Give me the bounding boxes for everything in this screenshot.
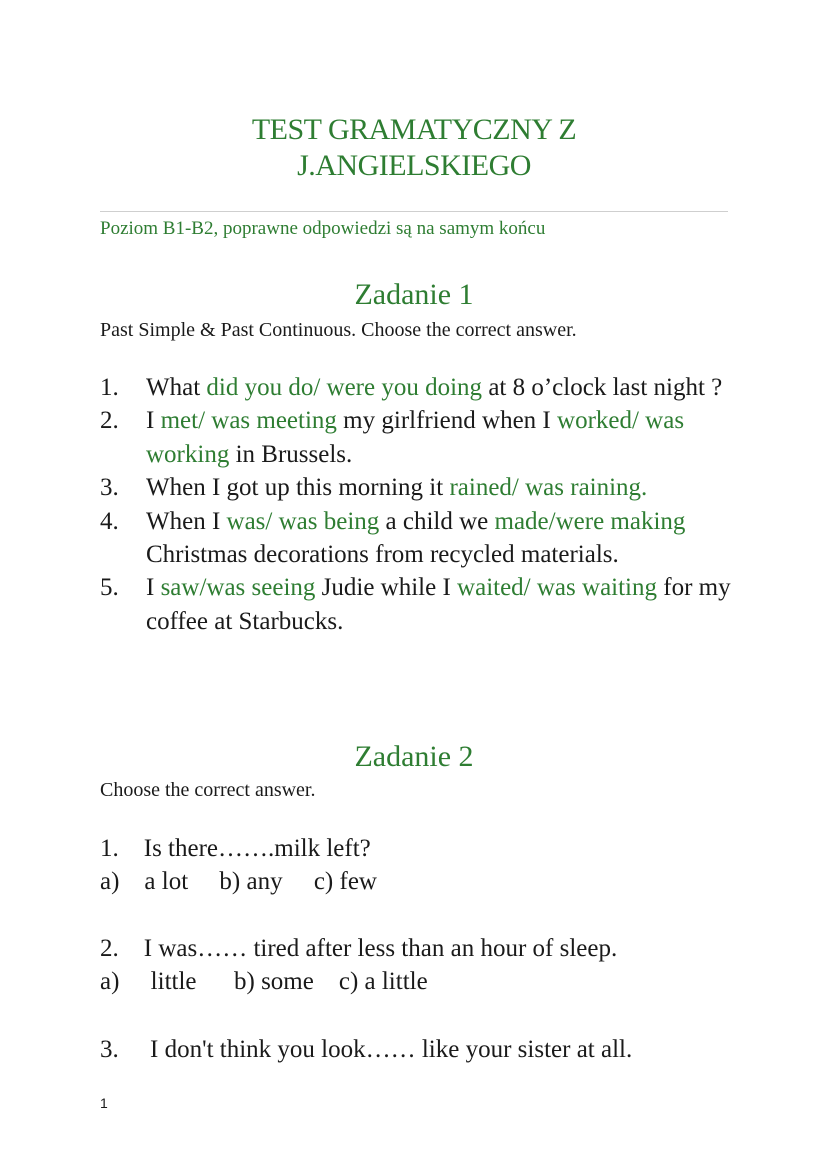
title-line-2: J.ANGIELSKIEGO bbox=[297, 149, 531, 182]
zadanie-2-question-1: 1. Is there…….milk left? bbox=[100, 835, 371, 862]
zadanie-2-question-2: 2. I was…… tired after less than an hour of sleep. bbox=[100, 935, 618, 962]
item-number: 3. bbox=[100, 474, 119, 502]
answer-choice: made/were making bbox=[494, 507, 686, 535]
zadanie-2-question-3: 3. I don't think you look…… like your sister at all. bbox=[100, 1036, 633, 1063]
question-text: in Brussels. bbox=[229, 440, 353, 468]
document-title bbox=[0, 112, 828, 184]
item-number: 5. bbox=[100, 574, 119, 602]
page-number: 1 bbox=[100, 1095, 108, 1111]
question-text: at 8 o’clock last night ? bbox=[482, 374, 723, 401]
zadanie-2-instruction: Choose the correct answer. bbox=[100, 779, 316, 801]
zadanie-2-question-1-options: a) a lot b) any c) few bbox=[100, 868, 377, 895]
zadanie-1-item bbox=[100, 505, 740, 572]
zadanie-1-item bbox=[100, 471, 740, 504]
answer-choice: met/ was meeting bbox=[160, 407, 337, 435]
zadanie-1-item bbox=[100, 371, 740, 404]
item-number: 2. bbox=[100, 407, 119, 435]
question-text: for my coffee at Starbucks. bbox=[146, 574, 731, 635]
item-number: 4. bbox=[100, 507, 119, 535]
subtitle: Poziom B1-B2, poprawne odpowiedzi są na samym końcu bbox=[100, 218, 546, 239]
answer-choice: was/ was being bbox=[226, 507, 380, 535]
question-text: What bbox=[146, 374, 207, 401]
zadanie-2-question-2-options: a) little b) some c) a little bbox=[100, 968, 428, 995]
divider bbox=[100, 211, 728, 212]
answer-choice: waited/ was waiting bbox=[457, 574, 657, 602]
title-line-1: TEST GRAMATYCZNY Z bbox=[251, 113, 577, 146]
zadanie-1-item bbox=[100, 404, 740, 471]
question-text: When I bbox=[146, 507, 227, 535]
zadanie-2-heading: Zadanie 2 bbox=[354, 740, 474, 773]
answer-choice: saw/was seeing bbox=[160, 574, 316, 602]
answer-choice: rained/ was raining. bbox=[449, 474, 648, 502]
item-number: 1. bbox=[100, 374, 119, 401]
zadanie-1-instruction: Past Simple & Past Continuous. Choose the correct answer. bbox=[100, 319, 577, 341]
question-text: a child we bbox=[379, 507, 495, 535]
question-text: Christmas decorations from recycled materials. bbox=[146, 541, 619, 569]
question-text: Judie while I bbox=[315, 574, 458, 602]
zadanie-1-item bbox=[100, 571, 740, 638]
answer-choice: worked/ was working bbox=[146, 407, 685, 468]
zadanie-1-heading: Zadanie 1 bbox=[354, 278, 474, 311]
zadanie-1-question-list bbox=[100, 371, 740, 638]
question-text: I bbox=[146, 407, 161, 435]
question-text: my girlfriend when I bbox=[336, 407, 558, 435]
question-text: When I got up this morning it bbox=[146, 474, 450, 502]
answer-choice: did you do/ were you doing bbox=[206, 374, 483, 401]
question-text: I bbox=[146, 574, 161, 602]
